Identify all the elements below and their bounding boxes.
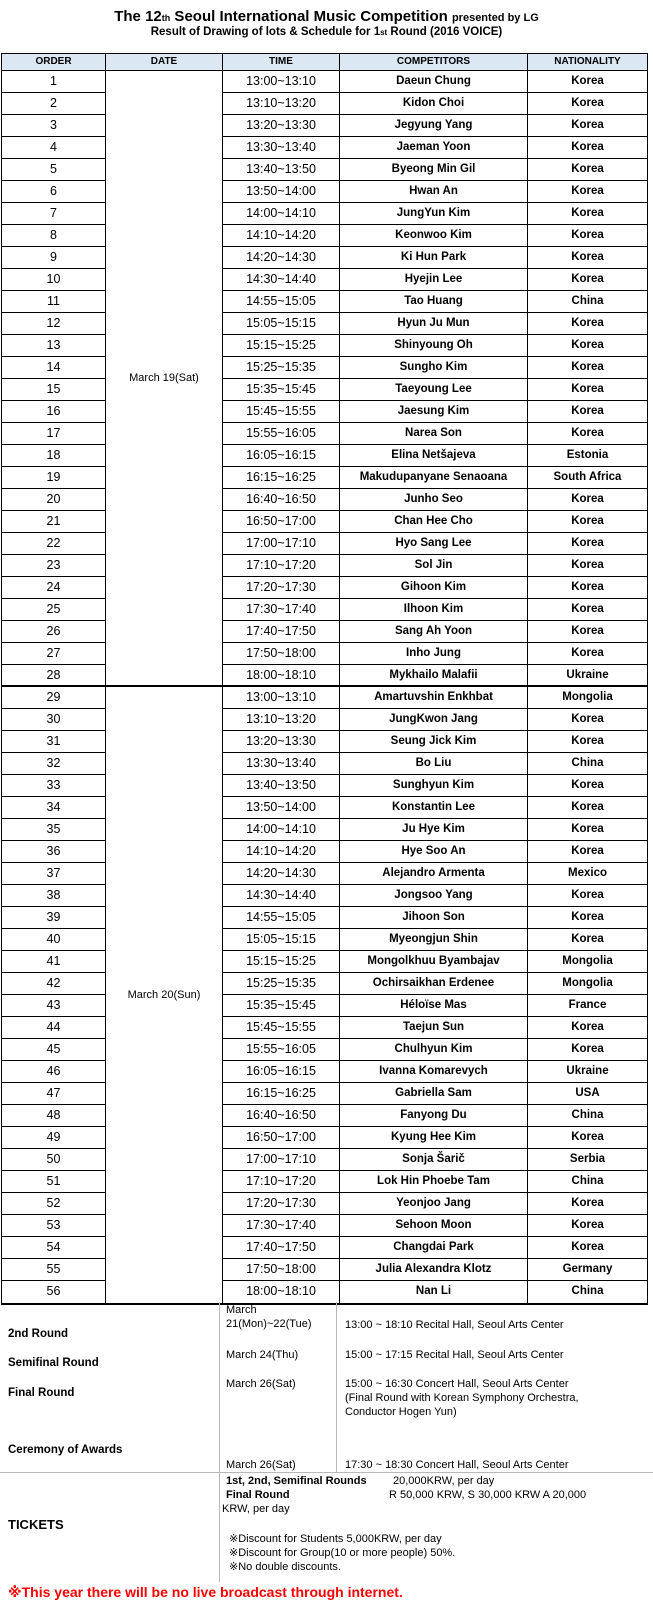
order-cell: 47 <box>2 1083 105 1105</box>
order-cell: 13 <box>2 335 105 357</box>
order-cell: 44 <box>2 1017 105 1039</box>
time-cell: 17:50~18:00 <box>223 643 339 665</box>
order-cell: 45 <box>2 1039 105 1061</box>
time-cell: 13:20~13:30 <box>223 731 339 753</box>
competitor-cell: Sang Ah Yoon <box>340 621 527 643</box>
competitor-cell: Ju Hye Kim <box>340 819 527 841</box>
discount-students: ※Discount for Students 5,000KRW, per day <box>229 1533 442 1545</box>
time-cell: 14:00~14:10 <box>223 203 339 225</box>
time-cell: 14:00~14:10 <box>223 819 339 841</box>
order-cell: 17 <box>2 423 105 445</box>
competitor-cell: Keonwoo Kim <box>340 225 527 247</box>
competitor-cell: Junho Seo <box>340 489 527 511</box>
final-info-line3: Conductor Hogen Yun) <box>345 1406 457 1418</box>
round-2-label: 2nd Round <box>8 1328 69 1340</box>
competitor-cell: Mongolkhuu Byambajav <box>340 951 527 973</box>
order-cell: 11 <box>2 291 105 313</box>
time-cell: 15:25~15:35 <box>223 973 339 995</box>
date-cell-day1: March 19(Sat) <box>106 71 222 687</box>
header-nationality: NATIONALITY <box>554 56 621 67</box>
nationality-cell: Korea <box>528 335 647 357</box>
nationality-cell: Korea <box>528 1237 647 1259</box>
competitor-cell: Ilhoon Kim <box>340 599 527 621</box>
nationality-cell: Korea <box>528 203 647 225</box>
time-cell: 16:40~16:50 <box>223 1105 339 1127</box>
order-cell: 55 <box>2 1259 105 1281</box>
nationality-cell: Korea <box>528 423 647 445</box>
nationality-cell: China <box>528 291 647 313</box>
time-cell: 16:50~17:00 <box>223 1127 339 1149</box>
competitor-cell: Changdai Park <box>340 1237 527 1259</box>
time-cell: 14:10~14:20 <box>223 225 339 247</box>
later-rounds <box>0 1302 653 1472</box>
competitor-cell: Myeongjun Shin <box>340 929 527 951</box>
discount-group: ※Discount for Group(10 or more people) 50%. <box>229 1547 456 1559</box>
competitor-cell: Inho Jung <box>340 643 527 665</box>
competitor-cell: Sehoon Moon <box>340 1215 527 1237</box>
competitor-cell: Jaeman Yoon <box>340 137 527 159</box>
order-cell: 3 <box>2 115 105 137</box>
time-cell: 17:20~17:30 <box>223 1193 339 1215</box>
order-cell: 48 <box>2 1105 105 1127</box>
date-cell-day2: March 20(Sun) <box>127 989 201 1001</box>
nationality-cell: Korea <box>528 907 647 929</box>
tickets-label: TICKETS <box>8 1517 64 1532</box>
competitor-cell: Shinyoung Oh <box>340 335 527 357</box>
divider <box>219 1472 220 1582</box>
divider <box>219 1302 220 1472</box>
order-cell: 14 <box>2 357 105 379</box>
order-cell: 42 <box>2 973 105 995</box>
order-cell: 40 <box>2 929 105 951</box>
semifinal-label: Semifinal Round <box>8 1357 99 1369</box>
order-cell: 31 <box>2 731 105 753</box>
nationality-cell: China <box>528 753 647 775</box>
order-cell: 51 <box>2 1171 105 1193</box>
nationality-cell: Korea <box>528 599 647 621</box>
tickets-final-price: R 50,000 KRW, S 30,000 KRW A 20,000 <box>389 1489 587 1501</box>
competitor-cell: Sungho Kim <box>340 357 527 379</box>
order-cell: 25 <box>2 599 105 621</box>
nationality-cell: Korea <box>528 93 647 115</box>
time-cell: 17:10~17:20 <box>223 1171 339 1193</box>
competitor-cell: Amartuvshin Enkhbat <box>340 687 527 709</box>
order-cell: 9 <box>2 247 105 269</box>
time-cell: 16:40~16:50 <box>223 489 339 511</box>
competitor-cell: Daeun Chung <box>340 71 527 93</box>
order-cell: 8 <box>2 225 105 247</box>
nationality-cell: China <box>571 1285 604 1297</box>
time-cell: 15:05~15:15 <box>223 929 339 951</box>
header-order: ORDER <box>2 54 106 70</box>
order-cell: 2 <box>2 93 105 115</box>
time-cell: 15:05~15:15 <box>223 313 339 335</box>
competitor-cell: Jihoon Son <box>340 907 527 929</box>
nationality-cell: Korea <box>528 533 647 555</box>
header-date: DATE <box>106 54 223 70</box>
time-cell: 14:20~14:30 <box>223 247 339 269</box>
nationality-cell: Korea <box>528 401 647 423</box>
nationality-cell: Korea <box>528 775 647 797</box>
time-cell: 15:55~16:05 <box>223 423 339 445</box>
order-cell: 52 <box>2 1193 105 1215</box>
order-cell: 29 <box>2 687 105 709</box>
nationality-cell: Korea <box>528 841 647 863</box>
nationality-cell: Ukraine <box>528 1061 647 1083</box>
competitor-cell: Chan Hee Cho <box>340 511 527 533</box>
nationality-cell: Korea <box>528 1127 647 1149</box>
order-cell: 50 <box>2 1149 105 1171</box>
competitor-cell: Gihoon Kim <box>340 577 527 599</box>
time-cell: 15:55~16:05 <box>223 1039 339 1061</box>
competitor-cell: Mykhailo Malafii <box>340 665 527 687</box>
nationality-cell: Korea <box>528 181 647 203</box>
time-cell: 17:40~17:50 <box>223 621 339 643</box>
time-cell: 17:30~17:40 <box>223 599 339 621</box>
tickets-rounds-label: 1st, 2nd, Semifinal Rounds <box>226 1475 367 1487</box>
nationality-cell: Korea <box>528 511 647 533</box>
semifinal-date: March 24(Thu) <box>226 1349 299 1361</box>
time-cell: 13:30~13:40 <box>223 753 339 775</box>
order-cell: 33 <box>2 775 105 797</box>
table-body <box>2 71 647 1303</box>
round-2-info: 13:00 ~ 18:10 Recital Hall, Seoul Arts Center <box>345 1319 564 1331</box>
nationality-cell: Ukraine <box>528 665 647 687</box>
competitor-cell: Jongsoo Yang <box>340 885 527 907</box>
time-cell: 14:55~15:05 <box>223 291 339 313</box>
final-label: Final Round <box>8 1387 75 1399</box>
nationality-cell: Korea <box>528 357 647 379</box>
time-cell: 15:35~15:45 <box>223 379 339 401</box>
competitor-cell: Jaesung Kim <box>340 401 527 423</box>
time-cell: 18:00~18:10 <box>223 665 339 687</box>
order-cell: 12 <box>2 313 105 335</box>
ceremony-info: 17:30 ~ 18:30 Concert Hall, Seoul Arts Center <box>345 1459 569 1471</box>
nationality-cell: Korea <box>528 577 647 599</box>
time-cell: 16:50~17:00 <box>223 511 339 533</box>
time-cell: 13:10~13:20 <box>223 93 339 115</box>
order-cell: 26 <box>2 621 105 643</box>
time-cell: 17:10~17:20 <box>223 555 339 577</box>
order-cell: 39 <box>2 907 105 929</box>
order-cell: 22 <box>2 533 105 555</box>
competitor-cell: Héloïse Mas <box>340 995 527 1017</box>
competitor-cell: Makudupanyane Senaoana <box>340 467 527 489</box>
order-cell: 41 <box>2 951 105 973</box>
header-competitors: COMPETITORS <box>340 54 528 70</box>
nationality-cell: Korea <box>528 313 647 335</box>
broadcast-notice: ※This year there will be no live broadcast through internet. <box>8 1584 403 1600</box>
nationality-cell: Mexico <box>528 863 647 885</box>
competitor-cell: JungYun Kim <box>340 203 527 225</box>
order-cell: 19 <box>2 467 105 489</box>
order-cell: 20 <box>2 489 105 511</box>
nationality-cell: Mongolia <box>528 973 647 995</box>
nationality-cell: Korea <box>528 1017 647 1039</box>
competitor-cell: Ivanna Komarevych <box>340 1061 527 1083</box>
competitor-cell: Hyejin Lee <box>340 269 527 291</box>
time-cell: 17:30~17:40 <box>223 1215 339 1237</box>
competitor-cell: Hyun Ju Mun <box>340 313 527 335</box>
order-cell: 23 <box>2 555 105 577</box>
date-column <box>106 71 223 1303</box>
order-cell: 56 <box>46 1284 61 1298</box>
nationality-cell: Korea <box>528 137 647 159</box>
time-cell: 17:40~17:50 <box>223 1237 339 1259</box>
nationality-cell: USA <box>528 1083 647 1105</box>
final-date: March 26(Sat) <box>226 1378 296 1390</box>
order-cell: 53 <box>2 1215 105 1237</box>
divider <box>336 1302 337 1472</box>
order-cell: 5 <box>2 159 105 181</box>
nationality-cell: China <box>528 1171 647 1193</box>
order-cell: 54 <box>2 1237 105 1259</box>
competitor-cell: JungKwon Jang <box>340 709 527 731</box>
competitor-cell: Hwan An <box>340 181 527 203</box>
competitor-cell: Kyung Hee Kim <box>340 1127 527 1149</box>
nationality-cell: Korea <box>528 489 647 511</box>
competitor-cell: Konstantin Lee <box>340 797 527 819</box>
schedule-table <box>1 53 648 1305</box>
order-cell: 36 <box>2 841 105 863</box>
nationality-cell: Korea <box>528 1215 647 1237</box>
tickets-final-price-cont: KRW, per day <box>222 1503 290 1515</box>
competitor-cell: Taeyoung Lee <box>340 379 527 401</box>
nationality-cell: Estonia <box>528 445 647 467</box>
competitor-cell: Lok Hin Phoebe Tam <box>340 1171 527 1193</box>
order-cell: 7 <box>2 203 105 225</box>
time-cell: 15:35~15:45 <box>223 995 339 1017</box>
order-cell: 43 <box>2 995 105 1017</box>
time-cell: 15:15~15:25 <box>223 951 339 973</box>
discount-no-double: ※No double discounts. <box>229 1561 341 1573</box>
final-info-line2: (Final Round with Korean Symphony Orchestra, <box>345 1392 579 1404</box>
time-cell: 16:15~16:25 <box>223 467 339 489</box>
nationality-cell: South Africa <box>528 467 647 489</box>
time-cell: 14:20~14:30 <box>223 863 339 885</box>
competitor-cell: Nan Li <box>415 1285 452 1297</box>
page-title: The 12th Seoul International Music Competition presented by LG <box>114 8 539 25</box>
semifinal-info: 15:00 ~ 17:15 Recital Hall, Seoul Arts Center <box>345 1349 564 1361</box>
time-cell: 13:40~13:50 <box>223 775 339 797</box>
competitor-cell: Alejandro Armenta <box>340 863 527 885</box>
final-info-line1: 15:00 ~ 16:30 Concert Hall, Seoul Arts Center <box>345 1378 569 1390</box>
competitor-cell: Sol Jin <box>340 555 527 577</box>
header-time: TIME <box>223 54 340 70</box>
competitor-cell: Bo Liu <box>340 753 527 775</box>
time-cell: 15:45~15:55 <box>223 401 339 423</box>
competitor-cell: Ki Hun Park <box>340 247 527 269</box>
order-cell: 16 <box>2 401 105 423</box>
nationality-cell: Korea <box>528 797 647 819</box>
time-cell: 14:10~14:20 <box>223 841 339 863</box>
round-2-date-line2: 21(Mon)~22(Tue) <box>226 1318 312 1330</box>
time-cell: 15:25~15:35 <box>223 357 339 379</box>
nationality-cell: France <box>528 995 647 1017</box>
tickets-section <box>0 1472 653 1582</box>
time-cell: 14:30~14:40 <box>223 269 339 291</box>
nationality-cell: Korea <box>528 643 647 665</box>
nationality-cell: Korea <box>528 115 647 137</box>
order-cell: 27 <box>2 643 105 665</box>
time-cell: 13:20~13:30 <box>223 115 339 137</box>
time-cell: 13:30~13:40 <box>223 137 339 159</box>
competitor-cell: Yeonjoo Jang <box>340 1193 527 1215</box>
time-cell: 15:45~15:55 <box>223 1017 339 1039</box>
tickets-final-label: Final Round <box>226 1489 290 1501</box>
competitor-cell: Jegyung Yang <box>340 115 527 137</box>
time-cell: 13:00~13:10 <box>223 687 339 709</box>
competitor-cell: Sunghyun Kim <box>340 775 527 797</box>
ceremony-date: March 26(Sat) <box>226 1459 296 1471</box>
competitor-cell: Narea Son <box>340 423 527 445</box>
nationality-cell: Korea <box>528 71 647 93</box>
competitor-cell: Tao Huang <box>340 291 527 313</box>
nationality-cell: Korea <box>528 709 647 731</box>
order-cell: 24 <box>2 577 105 599</box>
competitor-cell: Hye Soo An <box>340 841 527 863</box>
time-cell: 17:00~17:10 <box>223 533 339 555</box>
competitor-cell: Chulhyun Kim <box>340 1039 527 1061</box>
nationality-cell: Korea <box>528 555 647 577</box>
ceremony-label: Ceremony of Awards <box>8 1444 123 1456</box>
time-cell: 13:10~13:20 <box>223 709 339 731</box>
order-cell: 35 <box>2 819 105 841</box>
nationality-cell: Korea <box>528 621 647 643</box>
competitor-cell: Elina Netšajeva <box>340 445 527 467</box>
round-2-date-line1: March <box>226 1304 257 1316</box>
competitor-cell: Kidon Choi <box>340 93 527 115</box>
time-cell: 17:20~17:30 <box>223 577 339 599</box>
nationality-cell: Korea <box>528 269 647 291</box>
nationality-cell: Korea <box>528 1039 647 1061</box>
nationality-column <box>528 71 647 1303</box>
competitor-cell: Fanyong Du <box>340 1105 527 1127</box>
order-cell: 46 <box>2 1061 105 1083</box>
nationality-cell: China <box>528 1105 647 1127</box>
page-subtitle: Result of Drawing of lots & Schedule for 1st Round (2016 VOICE) <box>150 26 503 38</box>
time-cell: 13:00~13:10 <box>223 71 339 93</box>
nationality-cell: Korea <box>528 819 647 841</box>
nationality-cell: Germany <box>528 1259 647 1281</box>
time-cell: 13:40~13:50 <box>223 159 339 181</box>
order-cell: 32 <box>2 753 105 775</box>
tickets-rounds-price: 20,000KRW, per day <box>393 1475 495 1487</box>
order-cell: 21 <box>2 511 105 533</box>
nationality-cell: Korea <box>528 885 647 907</box>
time-cell: 14:55~15:05 <box>223 907 339 929</box>
time-column <box>223 71 340 1303</box>
competitor-cell: Taejun Sun <box>340 1017 527 1039</box>
time-cell: 13:50~14:00 <box>223 181 339 203</box>
time-cell: 13:50~14:00 <box>223 797 339 819</box>
order-column <box>2 71 106 1303</box>
nationality-cell: Mongolia <box>528 687 647 709</box>
time-cell: 17:50~18:00 <box>223 1259 339 1281</box>
competitor-cell: Gabriella Sam <box>340 1083 527 1105</box>
order-cell: 37 <box>2 863 105 885</box>
nationality-cell: Serbia <box>528 1149 647 1171</box>
competitor-cell: Byeong Min Gil <box>340 159 527 181</box>
order-cell: 49 <box>2 1127 105 1149</box>
competitor-cell: Julia Alexandra Klotz <box>340 1259 527 1281</box>
nationality-cell: Mongolia <box>528 951 647 973</box>
order-cell: 1 <box>2 71 105 93</box>
header <box>0 0 653 39</box>
order-cell: 34 <box>2 797 105 819</box>
order-cell: 28 <box>2 665 105 687</box>
order-cell: 38 <box>2 885 105 907</box>
time-cell: 16:05~16:15 <box>223 445 339 467</box>
competitor-cell: Seung Jick Kim <box>340 731 527 753</box>
nationality-cell: Korea <box>528 929 647 951</box>
competitor-cell: Ochirsaikhan Erdenee <box>340 973 527 995</box>
nationality-cell: Korea <box>528 1193 647 1215</box>
competitor-cell: Hyo Sang Lee <box>340 533 527 555</box>
order-cell: 30 <box>2 709 105 731</box>
time-cell: 17:00~17:10 <box>223 1149 339 1171</box>
time-cell: 14:30~14:40 <box>223 885 339 907</box>
nationality-cell: Korea <box>528 159 647 181</box>
order-cell: 10 <box>2 269 105 291</box>
time-cell: 16:05~16:15 <box>223 1061 339 1083</box>
order-cell: 6 <box>2 181 105 203</box>
order-cell: 4 <box>2 137 105 159</box>
time-cell: 18:00~18:10 <box>246 1284 316 1298</box>
time-cell: 16:15~16:25 <box>223 1083 339 1105</box>
nationality-cell: Korea <box>528 379 647 401</box>
nationality-cell: Korea <box>528 225 647 247</box>
competitor-column <box>340 71 528 1303</box>
competitor-cell: Sonja Šarič <box>340 1149 527 1171</box>
nationality-cell: Korea <box>528 247 647 269</box>
order-cell: 15 <box>2 379 105 401</box>
nationality-cell: Korea <box>528 731 647 753</box>
table-header <box>2 54 647 71</box>
order-cell: 18 <box>2 445 105 467</box>
time-cell: 15:15~15:25 <box>223 335 339 357</box>
